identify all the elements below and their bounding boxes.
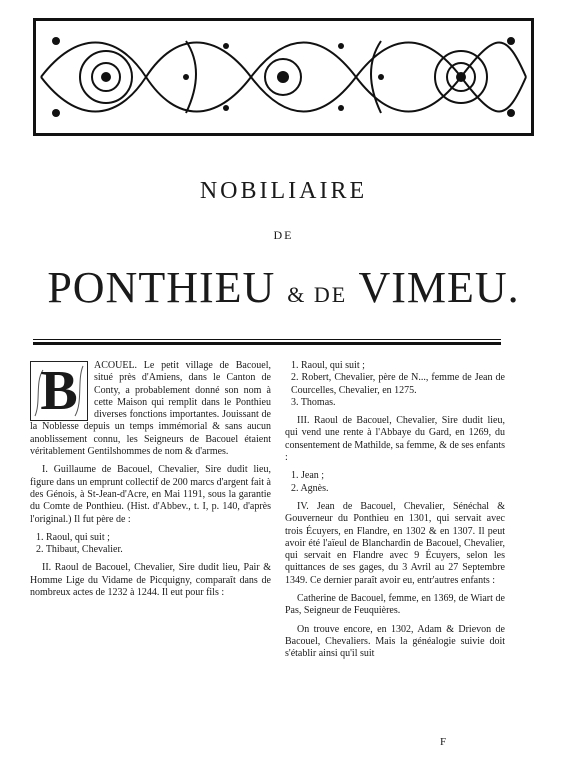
list-item: 2. Agnès.: [291, 482, 329, 494]
title-ponthieu-vimeu: [0, 262, 567, 313]
ornamental-header-banner: [33, 18, 534, 136]
title-vimeu: VIMEU.: [358, 263, 520, 312]
paragraph-raoul-iii: III. Raoul de Bacouel, Chevalier, Sire dudit lieu, qui vend une rente à l'Abbaye du Gard, en 1269, du consentement de Mathilde, sa femme, & de ses enfants :: [285, 415, 505, 464]
paragraph-guillaume: I. Guillaume de Bacouel, Chevalier, Sire dudit lieu, figure dans un emprunt collectif de 200 marcs d'argent fait à des Génois, à St-Jean-d'Acre, en Mai 1191, sous la garantie du Comte de Ponthieu. (Hist. d'Abbev., t. I, p. 140, d'après l'original.) Il fut père de :: [30, 464, 271, 525]
right-column: [285, 360, 505, 667]
list-item: 2. Thibaut, Chevalier.: [36, 544, 123, 556]
rule-thick: [33, 342, 501, 345]
signature-mark: F: [440, 736, 447, 748]
list-item: 1. Raoul, qui suit ;: [36, 531, 110, 543]
list-item: 2. Robert, Chevalier, père de N..., femme de Jean de Courcelles, Chevalier, en 1275.: [291, 372, 505, 396]
list-item: 3. Thomas.: [291, 396, 336, 408]
paragraph-adam-drievon: On trouve encore, en 1302, Adam & Drievon de Bacouel, Chevaliers. Mais la généalogie suivie doit s'établir ainsi qu'il suit: [285, 623, 505, 660]
paragraph-catherine: Catherine de Bacouel, femme, en 1369, de Wiart de Pas, Seigneur de Feuquières.: [285, 593, 505, 617]
title-ponthieu: PONTHIEU: [47, 263, 276, 312]
children-list-2: [285, 360, 505, 409]
paragraph-intro: ACOUEL. Le petit village de Bacouel, situé près d'Amiens, dans le Canton de Conty, a probablement donné son nom à cette Maison qui remplit dans le Ponthieu diverses fonctions importantes. Jouissant de la Noblesse depuis un temps immémorial & sans aucun anoblissement connu, les Seigneurs de Bacouel étaient véritablement Gentilshommes de nom & d'armes.: [30, 360, 271, 458]
title-nobiliaire: NOBILIAIRE: [199, 178, 368, 204]
title-amp-de: & DE: [287, 282, 348, 307]
paragraph-raoul-ii: II. Raoul de Bacouel, Chevalier, Sire dudit lieu, Pair & Homme Lige du Vidame de Picquigny, comparaît dans de nombreux actes de 1232 à 1244. Il eut pour fils :: [30, 562, 271, 599]
rule-thin: [33, 339, 501, 340]
left-column: [30, 360, 271, 605]
ornament-scrollwork: [36, 21, 531, 133]
paragraph-jean-iv: IV. Jean de Bacouel, Chevalier, Sénéchal & Gouverneur du Ponthieu en 1301, qui servait avec trois Écuyers, en Flandre, en 1302 & en 1307. Il peut avoir été l'aïeul de Blanchardin de Bacouel, Chevalier, qui servait en Flandre avec 9 Écuyers, selon les quittances de ses gages, du 3 Avril au 27 Septembre 1349. Ce dernier paraît avoir eu, entr'autres enfants :: [285, 500, 505, 586]
list-item: 1. Jean ;: [291, 470, 325, 482]
title-de: DE: [273, 228, 294, 242]
dropcap-letter: B: [40, 360, 78, 422]
children-list-3: [285, 470, 505, 495]
children-list-1: [30, 532, 271, 557]
list-item: 1. Raoul, qui suit ;: [291, 360, 365, 371]
ornate-dropcap: [30, 361, 88, 421]
